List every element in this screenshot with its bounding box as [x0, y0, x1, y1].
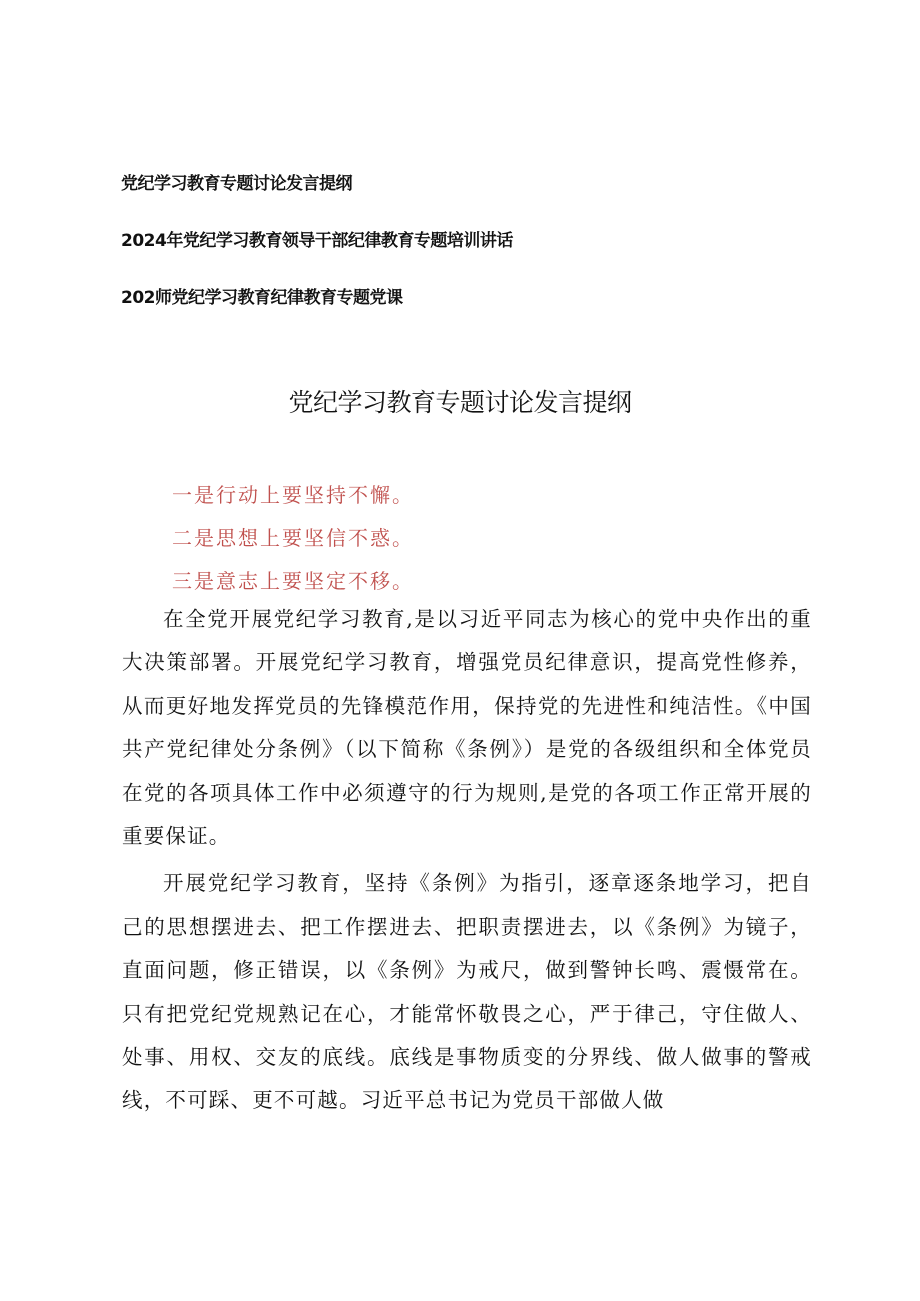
- toc-item-1[interactable]: 党纪学习教育专题讨论发言提纲: [121, 174, 352, 194]
- toc-item-3[interactable]: 202师党纪学习教育纪律教育专题党课: [121, 288, 403, 308]
- key-point-1: 一是行动上要坚持不懈。: [172, 483, 414, 507]
- toc-item-2[interactable]: 2024年党纪学习教育领导干部纪律教育专题培训讲话: [121, 231, 513, 251]
- document-body: [122, 598, 812, 1123]
- key-point-2: 二是思想上要坚信不惑。: [172, 526, 414, 550]
- key-point-3: 三是意志上要坚定不移。: [172, 569, 414, 593]
- body-paragraph-2: 开展党纪学习教育，坚持《条例》为指引，逐章逐条地学习，把自己的思想摆进去、把工作摆进去、把职责摆进去，以《条例》为镜子，直面问题，修正错误，以《条例》为戒尺，做到警钟长鸣、震慑常在。只有把党纪党规熟记在心，才能常怀敬畏之心，严于律己，守住做人、处事、用权、交友的底线。底线是事物质变的分界线、做人做事的警戒线，不可踩、更不可越。习近平总书记为党员干部做人做: [122, 871, 812, 1113]
- document-title: 党纪学习教育专题讨论发言提纲: [288, 388, 632, 417]
- body-paragraph-1: 在全党开展党纪学习教育,是以习近平同志为核心的党中央作出的重大决策部署。开展党纪学习教育，增强党员纪律意识，提高党性修养，从而更好地发挥党员的先锋模范作用，保持党的先进性和纯洁性。《中国共产党纪律处分条例》（以下简称《条例》）是党的各级组织和全体党员在党的各项具体工作中必须遵守的行为规则,是党的各项工作正常开展的重要保证。: [122, 607, 812, 849]
- key-points: [172, 474, 812, 603]
- table-of-contents: [121, 171, 821, 342]
